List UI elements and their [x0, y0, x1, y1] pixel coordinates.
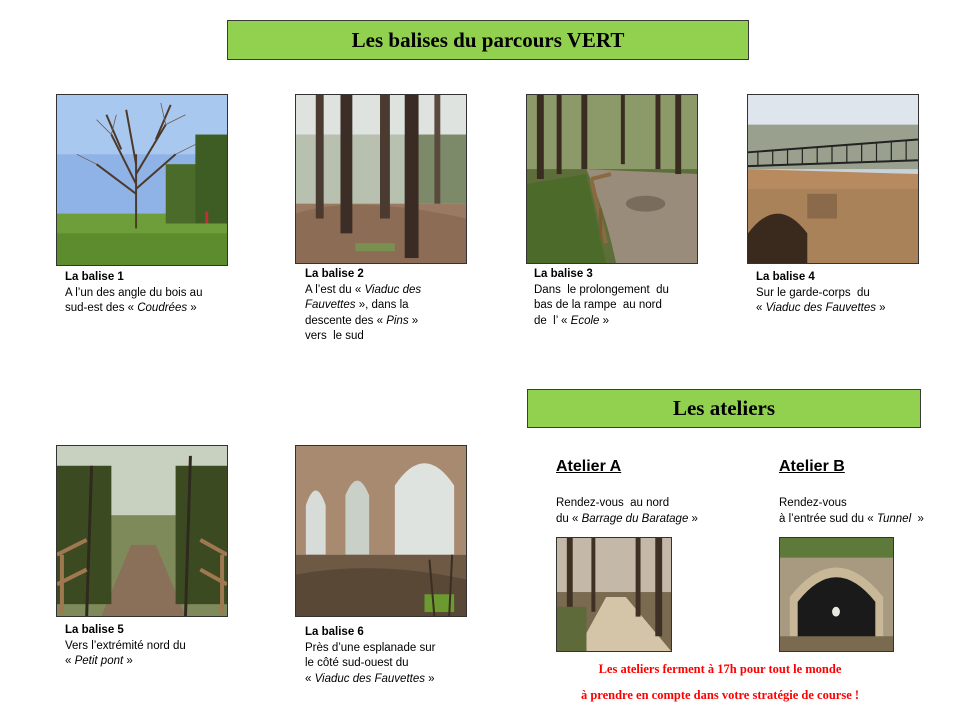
balise-3-title: La balise 3 — [534, 268, 593, 280]
balise-4-text — [756, 286, 926, 317]
balise-2-photo — [295, 94, 467, 264]
text-line: « Petit pont » — [65, 655, 133, 667]
text-line: A l’un des angle du bois au — [65, 286, 203, 299]
atelier-a-photo — [556, 537, 672, 652]
balise-2-title: La balise 2 — [305, 268, 364, 280]
text-line: sud-est des « Coudrées » — [65, 302, 197, 314]
page-title: Les balises du parcours VERT — [227, 20, 749, 60]
notice-line-2: à prendre en compte dans votre stratégie de course ! — [580, 688, 860, 702]
balise-6-title: La balise 6 — [305, 626, 364, 638]
balise-2-caption — [305, 267, 475, 345]
balise-4-title: La balise 4 — [756, 271, 815, 283]
text-line: Rendez-vous — [779, 497, 847, 509]
text-line: Fauvettes », dans la — [305, 299, 409, 311]
balise-1-text — [65, 286, 240, 317]
text-line: A l’est du « Viaduc des — [305, 283, 422, 296]
text-line: bas de la rampe au nord — [534, 299, 662, 311]
balise-3-photo — [526, 94, 698, 264]
text-line: à l’entrée sud du « Tunnel » — [779, 513, 924, 525]
text-line: de l’ « Ecole » — [534, 314, 610, 327]
balise-6-caption — [305, 625, 480, 687]
balise-1-photo — [56, 94, 228, 266]
balise-1-caption — [65, 270, 240, 317]
balise-6-photo — [295, 445, 467, 617]
text-line: Près d’une esplanade sur — [305, 641, 436, 654]
text-line: Rendez-vous au nord — [556, 497, 670, 509]
balise-4-photo — [747, 94, 919, 264]
balise-3-text — [534, 283, 714, 330]
atelier-b-title: Atelier B — [779, 458, 845, 475]
text-line: Vers l’extrémité nord du — [65, 639, 186, 652]
balise-3-caption — [534, 267, 714, 329]
text-line: le côté sud-ouest du — [305, 657, 409, 669]
text-line: « Viaduc des Fauvettes » — [305, 672, 435, 685]
atelier-b-photo — [779, 537, 894, 652]
balise-4-caption — [756, 270, 926, 317]
balise-5-title: La balise 5 — [65, 624, 124, 636]
text-line: Dans le prolongement du — [534, 283, 669, 296]
balise-5-text — [65, 639, 240, 670]
balise-1-title: La balise 1 — [65, 271, 124, 283]
text-line: « Viaduc des Fauvettes » — [756, 302, 886, 314]
text-line: vers le sud — [305, 330, 364, 342]
balise-5-caption — [65, 623, 240, 670]
balise-5-photo — [56, 445, 228, 617]
balise-6-text — [305, 641, 480, 688]
text-line: Sur le garde-corps du — [756, 286, 870, 299]
atelier-a-title: Atelier A — [556, 458, 622, 475]
atelier-a-text — [556, 495, 756, 527]
text-line: du « Barrage du Baratage » — [556, 513, 698, 525]
notice-line-1: Les ateliers ferment à 17h pour tout le monde — [598, 662, 842, 676]
text-line: descente des « Pins » — [305, 314, 419, 327]
atelier-b-text — [779, 495, 954, 527]
balise-2-text — [305, 283, 475, 345]
ateliers-title: Les ateliers — [527, 389, 921, 428]
